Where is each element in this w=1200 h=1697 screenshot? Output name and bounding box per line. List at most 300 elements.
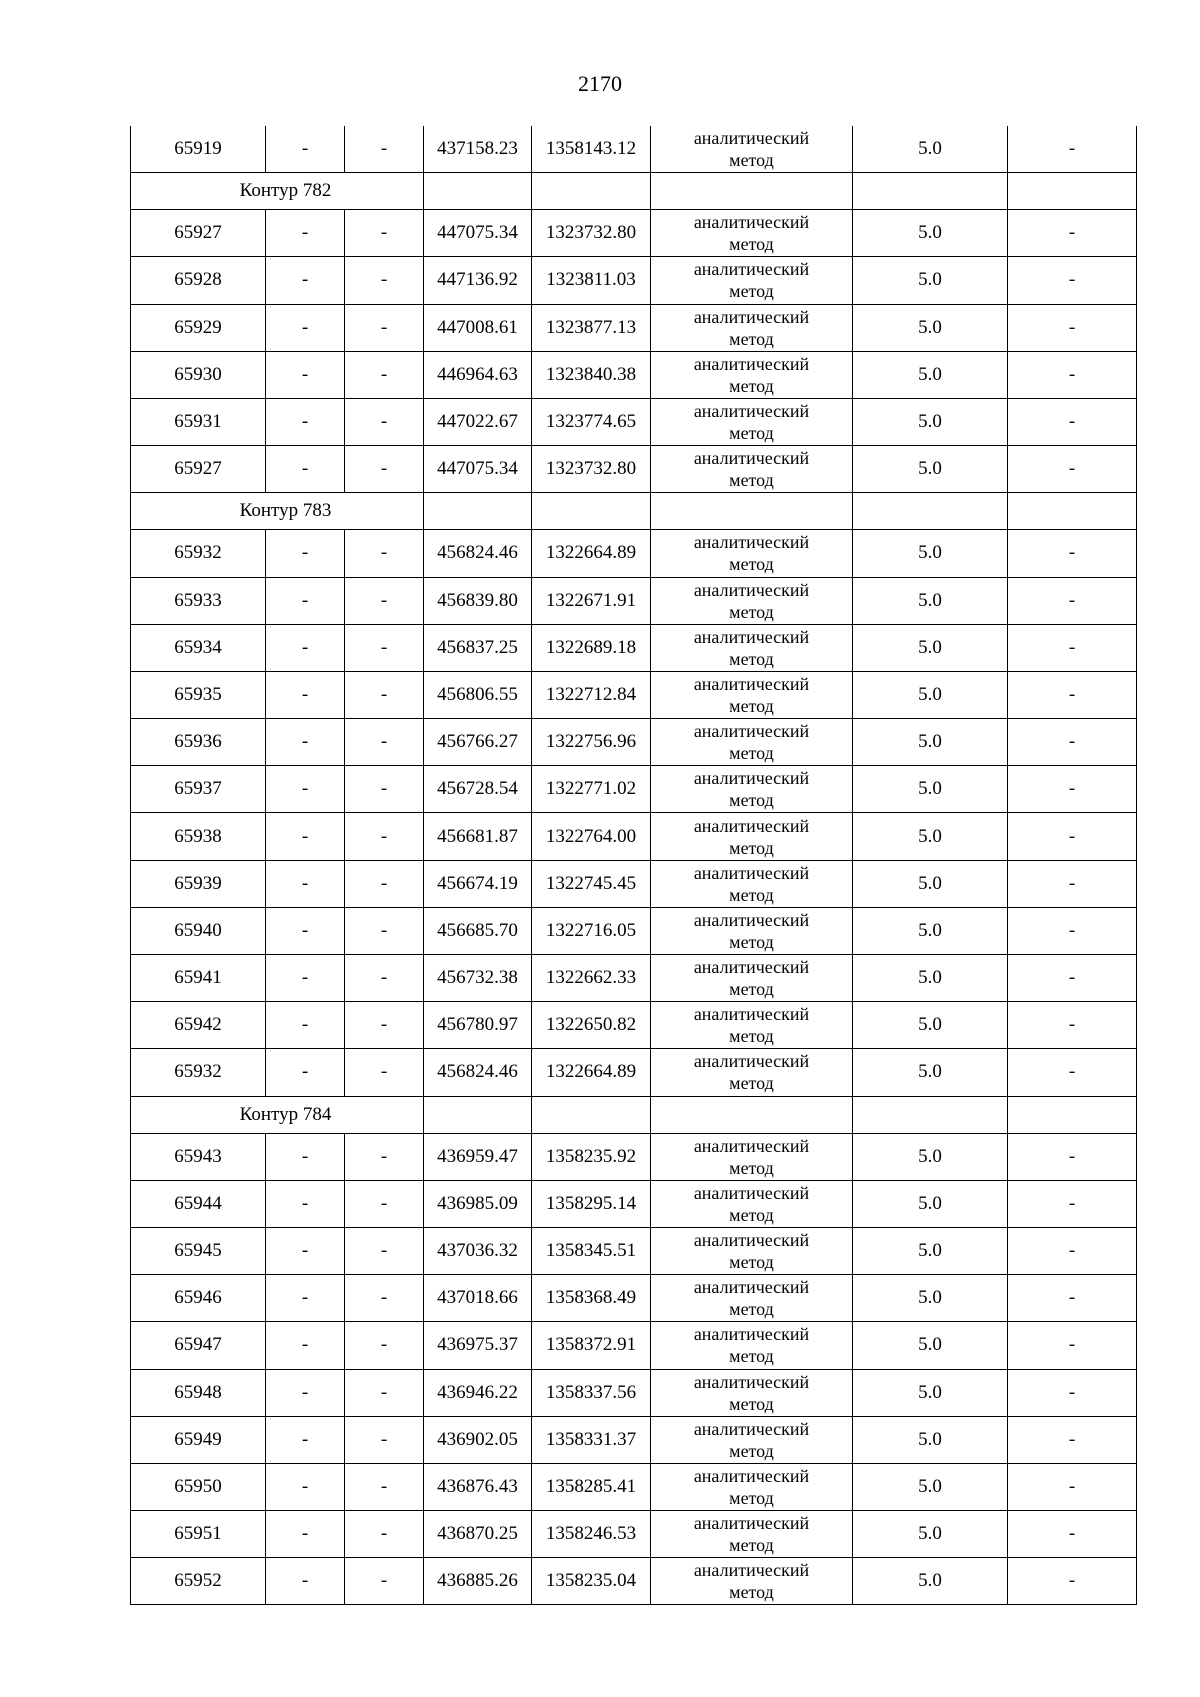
column-2-cell: - — [266, 210, 345, 257]
last-column-cell: - — [1008, 955, 1137, 1002]
column-3-cell: - — [345, 257, 424, 304]
y-coordinate-cell: 1322650.82 — [532, 1002, 651, 1049]
method-cell — [651, 1180, 853, 1227]
empty-cell — [424, 1096, 532, 1133]
empty-cell — [532, 1096, 651, 1133]
last-column-cell: - — [1008, 1133, 1137, 1180]
column-2-cell: - — [266, 530, 345, 577]
y-coordinate-cell: 1358235.92 — [532, 1133, 651, 1180]
accuracy-cell: 5.0 — [853, 1369, 1008, 1416]
accuracy-cell: 5.0 — [853, 1049, 1008, 1096]
table-row — [131, 530, 1137, 577]
column-2-cell: - — [266, 351, 345, 398]
column-2-cell: - — [266, 1511, 345, 1558]
table-row — [131, 1133, 1137, 1180]
method-line-1: аналитический — [693, 721, 810, 742]
last-column-cell: - — [1008, 766, 1137, 813]
point-number-cell: 65927 — [131, 210, 266, 257]
last-column-cell: - — [1008, 1049, 1137, 1096]
y-coordinate-cell: 1322756.96 — [532, 719, 651, 766]
method-line-2: метод — [729, 1535, 774, 1556]
table-row — [131, 955, 1137, 1002]
column-2-cell: - — [266, 1180, 345, 1227]
table-row — [131, 304, 1137, 351]
x-coordinate-cell: 436870.25 — [424, 1511, 532, 1558]
method-line-1: аналитический — [693, 259, 810, 280]
point-number-cell: 65947 — [131, 1322, 266, 1369]
column-3-cell: - — [345, 1180, 424, 1227]
method-line-1: аналитический — [693, 128, 810, 149]
x-coordinate-cell: 447008.61 — [424, 304, 532, 351]
method-line-2: метод — [729, 790, 774, 811]
method-line-1: аналитический — [693, 1560, 810, 1581]
column-3-cell: - — [345, 530, 424, 577]
column-2-cell: - — [266, 577, 345, 624]
x-coordinate-cell: 456837.25 — [424, 624, 532, 671]
y-coordinate-cell: 1322745.45 — [532, 860, 651, 907]
column-3-cell: - — [345, 719, 424, 766]
accuracy-cell: 5.0 — [853, 446, 1008, 493]
column-3-cell: - — [345, 1227, 424, 1274]
column-2-cell: - — [266, 813, 345, 860]
method-line-2: метод — [729, 234, 774, 255]
column-3-cell: - — [345, 907, 424, 954]
empty-cell — [853, 173, 1008, 210]
x-coordinate-cell: 436985.09 — [424, 1180, 532, 1227]
last-column-cell: - — [1008, 1002, 1137, 1049]
contour-label: Контур 783 — [131, 493, 424, 530]
y-coordinate-cell: 1358246.53 — [532, 1511, 651, 1558]
method-line-1: аналитический — [693, 401, 810, 422]
last-column-cell: - — [1008, 1416, 1137, 1463]
table-row — [131, 446, 1137, 493]
column-3-cell: - — [345, 1275, 424, 1322]
x-coordinate-cell: 446964.63 — [424, 351, 532, 398]
column-2-cell: - — [266, 719, 345, 766]
method-line-2: метод — [729, 281, 774, 302]
empty-cell — [853, 493, 1008, 530]
accuracy-cell: 5.0 — [853, 530, 1008, 577]
column-3-cell: - — [345, 577, 424, 624]
table-row — [131, 351, 1137, 398]
point-number-cell: 65940 — [131, 907, 266, 954]
method-line-2: метод — [729, 1073, 774, 1094]
x-coordinate-cell: 447022.67 — [424, 398, 532, 445]
column-2-cell: - — [266, 1227, 345, 1274]
method-line-1: аналитический — [693, 1324, 810, 1345]
column-3-cell: - — [345, 210, 424, 257]
accuracy-cell: 5.0 — [853, 126, 1008, 173]
last-column-cell: - — [1008, 1558, 1137, 1605]
empty-cell — [651, 173, 853, 210]
accuracy-cell: 5.0 — [853, 671, 1008, 718]
table-row — [131, 624, 1137, 671]
method-line-1: аналитический — [693, 353, 810, 374]
y-coordinate-cell: 1358345.51 — [532, 1227, 651, 1274]
method-cell — [651, 1322, 853, 1369]
empty-cell — [424, 493, 532, 530]
last-column-cell: - — [1008, 1322, 1137, 1369]
y-coordinate-cell: 1358285.41 — [532, 1463, 651, 1510]
point-number-cell: 65946 — [131, 1275, 266, 1322]
point-number-cell: 65937 — [131, 766, 266, 813]
point-number-cell: 65939 — [131, 860, 266, 907]
last-column-cell: - — [1008, 1463, 1137, 1510]
method-line-2: метод — [729, 150, 774, 171]
point-number-cell: 65948 — [131, 1369, 266, 1416]
contour-label: Контур 784 — [131, 1096, 424, 1133]
last-column-cell: - — [1008, 1275, 1137, 1322]
method-line-1: аналитический — [693, 448, 810, 469]
y-coordinate-cell: 1322664.89 — [532, 530, 651, 577]
y-coordinate-cell: 1323732.80 — [532, 210, 651, 257]
column-2-cell: - — [266, 1558, 345, 1605]
method-cell — [651, 907, 853, 954]
y-coordinate-cell: 1358368.49 — [532, 1275, 651, 1322]
table-row — [131, 813, 1137, 860]
empty-cell — [651, 1096, 853, 1133]
x-coordinate-cell: 456685.70 — [424, 907, 532, 954]
point-number-cell: 65919 — [131, 126, 266, 173]
y-coordinate-cell: 1358235.04 — [532, 1558, 651, 1605]
point-number-cell: 65942 — [131, 1002, 266, 1049]
last-column-cell: - — [1008, 304, 1137, 351]
accuracy-cell: 5.0 — [853, 719, 1008, 766]
method-cell — [651, 351, 853, 398]
empty-cell — [424, 173, 532, 210]
accuracy-cell: 5.0 — [853, 1133, 1008, 1180]
empty-cell — [532, 173, 651, 210]
x-coordinate-cell: 437018.66 — [424, 1275, 532, 1322]
column-3-cell: - — [345, 1002, 424, 1049]
accuracy-cell: 5.0 — [853, 1002, 1008, 1049]
column-2-cell: - — [266, 1049, 345, 1096]
y-coordinate-cell: 1322764.00 — [532, 813, 651, 860]
column-3-cell: - — [345, 813, 424, 860]
table-row — [131, 1002, 1137, 1049]
last-column-cell: - — [1008, 860, 1137, 907]
column-3-cell: - — [345, 1049, 424, 1096]
table-row — [131, 907, 1137, 954]
x-coordinate-cell: 437036.32 — [424, 1227, 532, 1274]
table-row — [131, 1511, 1137, 1558]
method-cell — [651, 304, 853, 351]
method-line-2: метод — [729, 1299, 774, 1320]
method-line-2: метод — [729, 837, 774, 858]
method-line-1: аналитический — [693, 1371, 810, 1392]
page-number: 2170 — [578, 71, 622, 96]
y-coordinate-cell: 1322662.33 — [532, 955, 651, 1002]
method-line-1: аналитический — [693, 862, 810, 883]
accuracy-cell: 5.0 — [853, 955, 1008, 1002]
method-line-1: аналитический — [693, 1465, 810, 1486]
x-coordinate-cell: 456806.55 — [424, 671, 532, 718]
column-2-cell: - — [266, 1416, 345, 1463]
last-column-cell: - — [1008, 351, 1137, 398]
method-line-2: метод — [729, 1157, 774, 1178]
method-line-2: метод — [729, 979, 774, 1000]
method-cell — [651, 398, 853, 445]
column-3-cell: - — [345, 955, 424, 1002]
point-number-cell: 65943 — [131, 1133, 266, 1180]
y-coordinate-cell: 1358337.56 — [532, 1369, 651, 1416]
column-2-cell: - — [266, 860, 345, 907]
x-coordinate-cell: 436946.22 — [424, 1369, 532, 1416]
accuracy-cell: 5.0 — [853, 860, 1008, 907]
empty-cell — [1008, 1096, 1137, 1133]
method-line-2: метод — [729, 554, 774, 575]
x-coordinate-cell: 456732.38 — [424, 955, 532, 1002]
x-coordinate-cell: 456728.54 — [424, 766, 532, 813]
accuracy-cell: 5.0 — [853, 1322, 1008, 1369]
method-line-1: аналитический — [693, 1513, 810, 1534]
column-2-cell: - — [266, 304, 345, 351]
column-2-cell: - — [266, 1275, 345, 1322]
accuracy-cell: 5.0 — [853, 1511, 1008, 1558]
accuracy-cell: 5.0 — [853, 351, 1008, 398]
method-cell — [651, 955, 853, 1002]
point-number-cell: 65949 — [131, 1416, 266, 1463]
last-column-cell: - — [1008, 907, 1137, 954]
method-cell — [651, 1369, 853, 1416]
x-coordinate-cell: 456681.87 — [424, 813, 532, 860]
last-column-cell: - — [1008, 530, 1137, 577]
table-row — [131, 860, 1137, 907]
point-number-cell: 65933 — [131, 577, 266, 624]
method-cell — [651, 257, 853, 304]
last-column-cell: - — [1008, 1511, 1137, 1558]
x-coordinate-cell: 456674.19 — [424, 860, 532, 907]
table-row — [131, 1049, 1137, 1096]
point-number-cell: 65930 — [131, 351, 266, 398]
method-cell — [651, 1416, 853, 1463]
method-line-2: метод — [729, 1026, 774, 1047]
column-3-cell: - — [345, 351, 424, 398]
x-coordinate-cell: 436959.47 — [424, 1133, 532, 1180]
method-line-1: аналитический — [693, 579, 810, 600]
method-line-1: аналитический — [693, 306, 810, 327]
point-number-cell: 65951 — [131, 1511, 266, 1558]
column-3-cell: - — [345, 860, 424, 907]
x-coordinate-cell: 456824.46 — [424, 1049, 532, 1096]
last-column-cell: - — [1008, 813, 1137, 860]
point-number-cell: 65935 — [131, 671, 266, 718]
method-line-2: метод — [729, 1204, 774, 1225]
x-coordinate-cell: 437158.23 — [424, 126, 532, 173]
method-cell — [651, 766, 853, 813]
method-line-2: метод — [729, 328, 774, 349]
method-line-1: аналитический — [693, 1004, 810, 1025]
empty-cell — [532, 493, 651, 530]
last-column-cell: - — [1008, 398, 1137, 445]
table-row — [131, 1558, 1137, 1605]
method-line-2: метод — [729, 1346, 774, 1367]
point-number-cell: 65938 — [131, 813, 266, 860]
method-line-2: метод — [729, 1440, 774, 1461]
point-number-cell: 65927 — [131, 446, 266, 493]
column-3-cell: - — [345, 398, 424, 445]
point-number-cell: 65932 — [131, 1049, 266, 1096]
accuracy-cell: 5.0 — [853, 1227, 1008, 1274]
column-2-cell: - — [266, 398, 345, 445]
method-line-2: метод — [729, 743, 774, 764]
accuracy-cell: 5.0 — [853, 1463, 1008, 1510]
column-3-cell: - — [345, 1322, 424, 1369]
empty-cell — [853, 1096, 1008, 1133]
column-3-cell: - — [345, 1369, 424, 1416]
point-number-cell: 65944 — [131, 1180, 266, 1227]
y-coordinate-cell: 1323732.80 — [532, 446, 651, 493]
method-line-1: аналитический — [693, 1230, 810, 1251]
column-3-cell: - — [345, 1416, 424, 1463]
x-coordinate-cell: 456839.80 — [424, 577, 532, 624]
column-2-cell: - — [266, 907, 345, 954]
accuracy-cell: 5.0 — [853, 210, 1008, 257]
column-3-cell: - — [345, 1463, 424, 1510]
x-coordinate-cell: 447136.92 — [424, 257, 532, 304]
method-cell — [651, 530, 853, 577]
y-coordinate-cell: 1358295.14 — [532, 1180, 651, 1227]
last-column-cell: - — [1008, 1227, 1137, 1274]
point-number-cell: 65945 — [131, 1227, 266, 1274]
last-column-cell: - — [1008, 1180, 1137, 1227]
method-cell — [651, 719, 853, 766]
method-cell — [651, 1463, 853, 1510]
last-column-cell: - — [1008, 671, 1137, 718]
method-line-1: аналитический — [693, 909, 810, 930]
y-coordinate-cell: 1358331.37 — [532, 1416, 651, 1463]
method-cell — [651, 671, 853, 718]
method-cell — [651, 126, 853, 173]
y-coordinate-cell: 1323877.13 — [532, 304, 651, 351]
x-coordinate-cell: 447075.34 — [424, 210, 532, 257]
method-line-2: метод — [729, 601, 774, 622]
column-2-cell: - — [266, 624, 345, 671]
point-number-cell: 65928 — [131, 257, 266, 304]
x-coordinate-cell: 436975.37 — [424, 1322, 532, 1369]
method-cell — [651, 813, 853, 860]
accuracy-cell: 5.0 — [853, 398, 1008, 445]
x-coordinate-cell: 436876.43 — [424, 1463, 532, 1510]
accuracy-cell: 5.0 — [853, 257, 1008, 304]
method-line-2: метод — [729, 695, 774, 716]
method-line-1: аналитический — [693, 815, 810, 836]
method-line-2: метод — [729, 1487, 774, 1508]
table-row — [131, 398, 1137, 445]
accuracy-cell: 5.0 — [853, 766, 1008, 813]
method-line-2: метод — [729, 1252, 774, 1273]
x-coordinate-cell: 456766.27 — [424, 719, 532, 766]
column-3-cell: - — [345, 671, 424, 718]
y-coordinate-cell: 1322689.18 — [532, 624, 651, 671]
method-line-2: метод — [729, 648, 774, 669]
y-coordinate-cell: 1323811.03 — [532, 257, 651, 304]
method-line-1: аналитический — [693, 957, 810, 978]
y-coordinate-cell: 1323774.65 — [532, 398, 651, 445]
table-row — [131, 210, 1137, 257]
point-number-cell: 65932 — [131, 530, 266, 577]
contour-header-row — [131, 173, 1137, 210]
last-column-cell: - — [1008, 126, 1137, 173]
column-2-cell: - — [266, 955, 345, 1002]
table-row — [131, 1416, 1137, 1463]
method-cell — [651, 577, 853, 624]
empty-cell — [651, 493, 853, 530]
table-row — [131, 766, 1137, 813]
last-column-cell: - — [1008, 210, 1137, 257]
coordinates-table — [130, 126, 1137, 1605]
method-line-1: аналитический — [693, 1277, 810, 1298]
y-coordinate-cell: 1323840.38 — [532, 351, 651, 398]
method-line-1: аналитический — [693, 1182, 810, 1203]
column-3-cell: - — [345, 126, 424, 173]
table-body — [131, 126, 1137, 1605]
column-2-cell: - — [266, 1369, 345, 1416]
column-3-cell: - — [345, 1511, 424, 1558]
last-column-cell: - — [1008, 446, 1137, 493]
y-coordinate-cell: 1322712.84 — [532, 671, 651, 718]
empty-cell — [1008, 493, 1137, 530]
y-coordinate-cell: 1358372.91 — [532, 1322, 651, 1369]
method-line-1: аналитический — [693, 673, 810, 694]
method-cell — [651, 1227, 853, 1274]
method-cell — [651, 1133, 853, 1180]
method-cell — [651, 210, 853, 257]
method-line-2: метод — [729, 470, 774, 491]
y-coordinate-cell: 1358143.12 — [532, 126, 651, 173]
contour-header-row — [131, 493, 1137, 530]
x-coordinate-cell: 436885.26 — [424, 1558, 532, 1605]
point-number-cell: 65934 — [131, 624, 266, 671]
method-line-1: аналитический — [693, 626, 810, 647]
accuracy-cell: 5.0 — [853, 304, 1008, 351]
method-line-1: аналитический — [693, 768, 810, 789]
method-line-1: аналитический — [693, 532, 810, 553]
method-line-2: метод — [729, 884, 774, 905]
contour-label: Контур 782 — [131, 173, 424, 210]
method-line-1: аналитический — [693, 212, 810, 233]
column-3-cell: - — [345, 446, 424, 493]
x-coordinate-cell: 456780.97 — [424, 1002, 532, 1049]
column-2-cell: - — [266, 1133, 345, 1180]
method-line-1: аналитический — [693, 1135, 810, 1156]
column-2-cell: - — [266, 1322, 345, 1369]
point-number-cell: 65941 — [131, 955, 266, 1002]
column-3-cell: - — [345, 624, 424, 671]
column-3-cell: - — [345, 1558, 424, 1605]
x-coordinate-cell: 447075.34 — [424, 446, 532, 493]
accuracy-cell: 5.0 — [853, 1180, 1008, 1227]
table-row — [131, 1322, 1137, 1369]
column-2-cell: - — [266, 766, 345, 813]
table-row — [131, 1369, 1137, 1416]
y-coordinate-cell: 1322664.89 — [532, 1049, 651, 1096]
table-row — [131, 671, 1137, 718]
accuracy-cell: 5.0 — [853, 1416, 1008, 1463]
table-row — [131, 126, 1137, 173]
table-row — [131, 257, 1137, 304]
method-line-1: аналитический — [693, 1418, 810, 1439]
table-row — [131, 1180, 1137, 1227]
method-line-1: аналитический — [693, 1051, 810, 1072]
point-number-cell: 65931 — [131, 398, 266, 445]
point-number-cell: 65936 — [131, 719, 266, 766]
method-cell — [651, 446, 853, 493]
table-row — [131, 719, 1137, 766]
last-column-cell: - — [1008, 719, 1137, 766]
method-cell — [651, 1002, 853, 1049]
last-column-cell: - — [1008, 577, 1137, 624]
